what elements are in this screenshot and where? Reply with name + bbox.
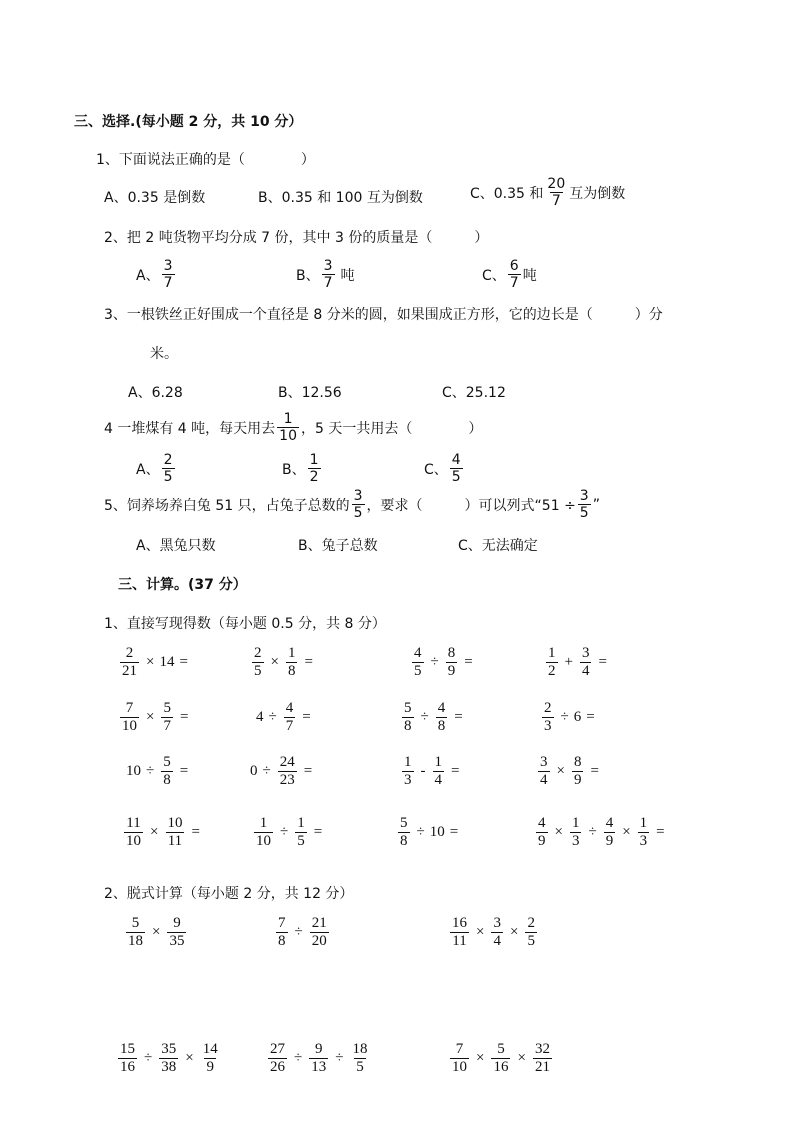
q5-option-a: A、黑兔只数 — [136, 538, 216, 554]
fraction: $\frac{1}{10}$ — [256, 815, 271, 849]
fraction: 6 7 — [509, 258, 519, 291]
fraction: 1 3 — [404, 754, 412, 788]
q3-option-a: A、6.28 — [128, 385, 183, 401]
q5-option-b: B、兔子总数 — [298, 538, 378, 554]
fraction: 3 7 — [323, 258, 333, 291]
direct-r2c1: $\frac{7}{10}$ × $\frac{5}{7}$ = — [122, 700, 189, 734]
q3-option-c: C、25.12 — [442, 385, 506, 401]
fraction: $\frac{2}{5}$ — [527, 915, 535, 949]
step-s6: $\frac{7}{10}$ × $\frac{5}{16}$ × $\frac{32}{21}$ — [452, 1041, 550, 1075]
fraction: $\frac{15}{16}$ — [120, 1041, 135, 1075]
q3-stem-cont: 米。 — [150, 346, 178, 362]
fraction: $\frac{24}{23}$ — [279, 754, 295, 788]
fraction: $\frac{14}{9}$ — [202, 1041, 218, 1075]
fraction: 1 2 — [309, 452, 319, 485]
fraction: $\frac{4}{9}$ — [538, 815, 546, 849]
q2-option-c: C、 6 7 吨 — [482, 258, 537, 291]
fraction: 1 2 — [548, 645, 556, 679]
fraction: $\frac{32}{21}$ — [534, 1041, 550, 1075]
direct-r1c1: $\frac{2}{21}$ × 14 = — [122, 645, 188, 679]
fraction: $\frac{7}{8}$ — [278, 915, 286, 949]
fraction: 20 7 — [547, 176, 566, 209]
fraction: $\frac{4}{5}$ — [414, 645, 422, 679]
fraction: $\frac{9}{35}$ — [169, 915, 185, 949]
fraction: $\frac{3}{4}$ — [540, 754, 548, 788]
fraction: $\frac{5}{8}$ — [400, 815, 408, 849]
direct-heading: 1、直接写现得数（每小题 0.5 分，共 8 分） — [104, 616, 386, 632]
direct-r4c4: $\frac{4}{9}$ × $\frac{1}{3}$ ÷ $\frac{4}{9}$ × $\frac{1}{3}$ = — [538, 815, 665, 849]
fraction: $\frac{8}{9}$ — [447, 645, 456, 679]
direct-r4c1: $\frac{11}{10}$ × $\frac{10}{11}$ = — [126, 815, 200, 849]
direct-r4c2: $\frac{1}{10}$ ÷ $\frac{1}{5}$ = — [256, 815, 323, 849]
q1-option-c: C、0.35 和 20 7 互为倒数 — [470, 176, 626, 209]
fraction: $\frac{5}{8}$ — [404, 700, 412, 734]
q1-stem: 1、下面说法正确的是（ ） — [96, 152, 315, 168]
fraction: $\frac{5}{16}$ — [493, 1041, 509, 1075]
q3-stem: 3、一根铁丝正好围成一个直径是 8 分米的圆，如果围成正方形，它的边长是（ ）分 — [104, 307, 663, 323]
fraction: 2 5 — [163, 452, 173, 485]
q3-option-b: B、12.56 — [278, 385, 342, 401]
fraction: $\frac{2}{3}$ — [544, 700, 552, 734]
direct-r4c3: $\frac{5}{8}$ ÷ 10 = — [400, 815, 459, 849]
section-choice-heading: 三、选择.(每小题 2 分，共 10 分） — [74, 114, 303, 130]
q1-option-a: A、0.35 是倒数 — [104, 190, 206, 206]
fraction: $\frac{4}{8}$ — [437, 700, 446, 734]
direct-r1c4: 1 2 + $\frac{3}{4}$ = — [548, 645, 607, 679]
direct-r3c4: $\frac{3}{4}$ × $\frac{8}{9}$ = — [540, 754, 599, 788]
q4-option-c: C、 4 5 — [424, 452, 461, 485]
direct-r3c1: 10 ÷ $\frac{5}{8}$ = — [126, 754, 189, 788]
step-s3: $\frac{16}{11}$ × $\frac{3}{4}$ × $\frac{2}{5}$ — [452, 915, 535, 949]
fraction: $\frac{11}{10}$ — [126, 815, 141, 849]
fraction: $\frac{35}{38}$ — [161, 1041, 177, 1075]
fraction: $\frac{21}{20}$ — [311, 915, 327, 949]
direct-r3c3: 1 3 - $\frac{1}{4}$ = — [404, 754, 460, 788]
fraction: $\frac{4}{9}$ — [605, 815, 614, 849]
fraction: $\frac{10}{11}$ — [167, 815, 183, 849]
step-heading: 2、脱式计算（每小题 2 分，共 12 分） — [104, 886, 354, 902]
fraction: $\frac{3}{4}$ — [581, 645, 590, 679]
fraction: $\frac{8}{9}$ — [573, 754, 582, 788]
fraction: $\frac{9}{13}$ — [311, 1041, 327, 1075]
q4-option-b: B、 1 2 — [282, 452, 319, 485]
fraction: $\frac{3}{4}$ — [493, 915, 501, 949]
fraction: $\frac{1}{8}$ — [287, 645, 296, 679]
q4-stem: 4 一堆煤有 4 吨，每天用去 1 10 ，5 天一共用去（ ） — [104, 411, 483, 444]
fraction: $\frac{4}{7}$ — [285, 700, 294, 734]
step-s4: $\frac{15}{16}$ ÷ $\frac{35}{38}$ × $\frac{14}{9}$ — [120, 1041, 218, 1075]
fraction: $\frac{18}{5}$ — [352, 1041, 368, 1075]
fraction: $\frac{27}{26}$ — [270, 1041, 285, 1075]
step-s1: $\frac{5}{18}$ × $\frac{9}{35}$ — [128, 915, 185, 949]
fraction: $\frac{2}{5}$ — [254, 645, 262, 679]
fraction: 3 5 — [353, 488, 363, 521]
direct-r2c4: $\frac{2}{3}$ ÷ 6 = — [544, 700, 595, 734]
fraction: $\frac{1}{3}$ — [571, 815, 580, 849]
direct-r1c2: $\frac{2}{5}$ × $\frac{1}{8}$ = — [254, 645, 313, 679]
q2-option-a: A、 3 7 — [136, 258, 173, 291]
direct-r2c3: $\frac{5}{8}$ ÷ $\frac{4}{8}$ = — [404, 700, 463, 734]
fraction: $\frac{5}{8}$ — [163, 754, 171, 788]
fraction: 3 7 — [163, 258, 173, 291]
step-s5: $\frac{27}{26}$ ÷ $\frac{9}{13}$ ÷ $\frac{18}{5}$ — [270, 1041, 368, 1075]
direct-r3c2: 0 ÷ $\frac{24}{23}$ = — [250, 754, 313, 788]
section-calc-heading: 三、计算。(37 分） — [118, 577, 247, 593]
fraction: $\frac{2}{21}$ — [122, 645, 137, 679]
fraction: $\frac{7}{10}$ — [122, 700, 137, 734]
fraction: 4 5 — [451, 452, 461, 485]
fraction: $\frac{5}{7}$ — [163, 700, 171, 734]
q4-option-a: A、 2 5 — [136, 452, 173, 485]
step-s2: $\frac{7}{8}$ ÷ $\frac{21}{20}$ — [278, 915, 327, 949]
fraction: $\frac{1}{3}$ — [639, 815, 648, 849]
fraction: $\frac{16}{11}$ — [452, 915, 467, 949]
fraction: $\frac{7}{10}$ — [452, 1041, 467, 1075]
q5-stem: 5、饲养场养白兔 51 只，占兔子总数的 3 5 ，要求（ ）可以列式“51 ÷ $\frac{3}{5}$ ” — [104, 488, 600, 521]
direct-r1c3: $\frac{4}{5}$ ÷ $\frac{8}{9}$ = — [414, 645, 473, 679]
fraction: $\frac{3}{5}$ — [579, 488, 589, 521]
fraction: $\frac{1}{4}$ — [434, 754, 442, 788]
q2-option-b: B、 3 7 吨 — [296, 258, 355, 291]
q1-option-b: B、0.35 和 100 互为倒数 — [258, 190, 423, 206]
q2-stem: 2、把 2 吨货物平均分成 7 份，其中 3 份的质量是（ ） — [104, 230, 489, 246]
q5-option-c: C、无法确定 — [458, 538, 538, 554]
direct-r2c2: 4 ÷ $\frac{4}{7}$ = — [256, 700, 311, 734]
fraction: $\frac{1}{5}$ — [297, 815, 305, 849]
fraction: 1 10 — [279, 411, 297, 444]
fraction: $\frac{5}{18}$ — [128, 915, 143, 949]
